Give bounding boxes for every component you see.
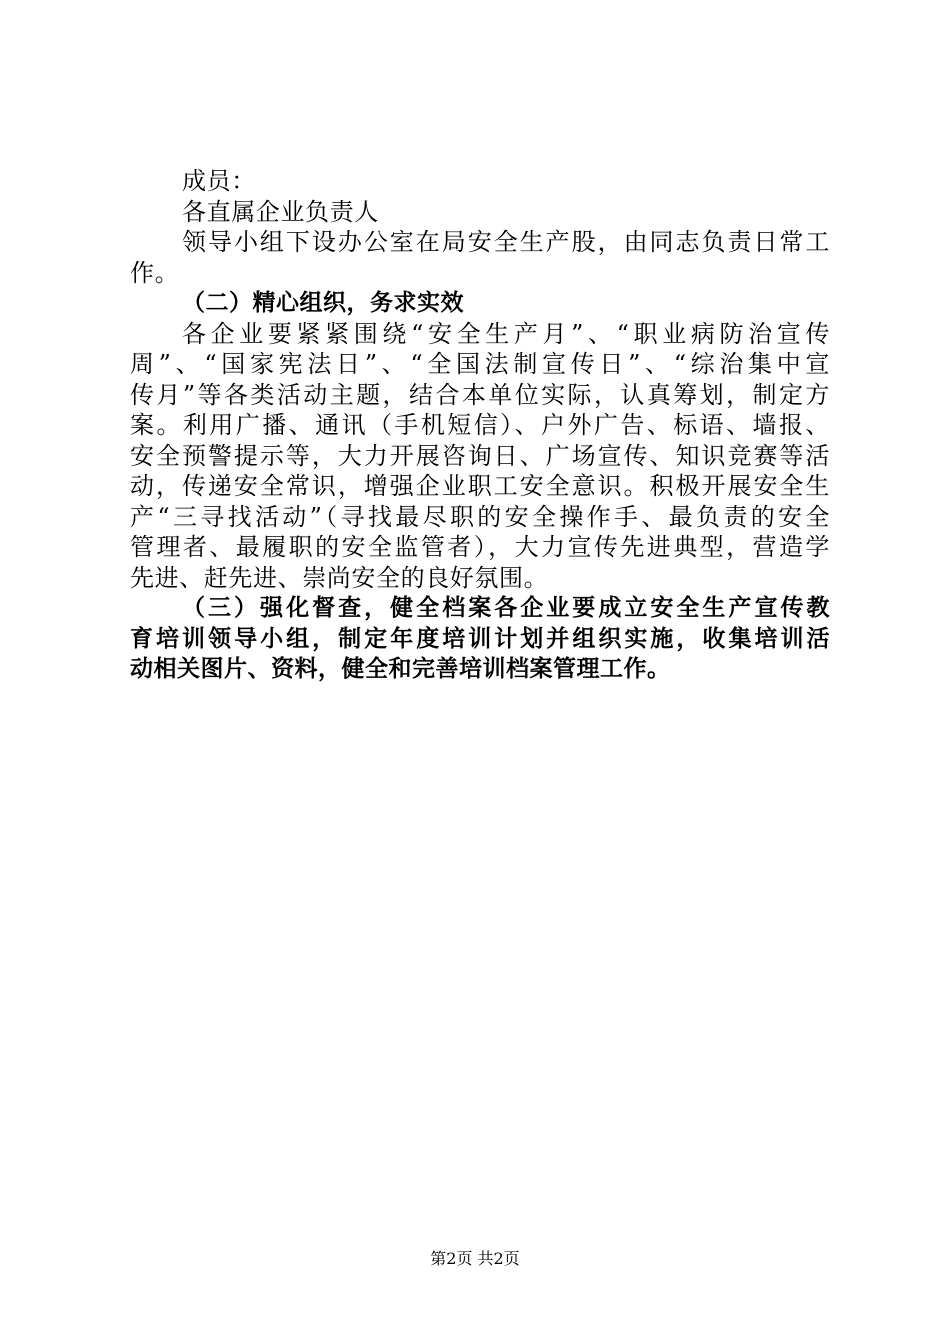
- section-2-paragraph-line-5: 安全预警提示等，大力开展咨询日、广场宣传、知识竞赛等活: [130, 441, 830, 470]
- section-3-paragraph-line-2: 育培训领导小组，制定年度培训计划并组织实施，收集培训活: [130, 625, 830, 652]
- section-2-paragraph-line-4: 案。利用广播、通讯（手机短信）、户外广告、标语、墙报、: [130, 411, 830, 439]
- section-2-paragraph-line-2: 周”、“国家宪法日”、“全国法制宣传日”、“综治集中宣: [130, 350, 830, 378]
- members-value: 各直属企业负责人: [182, 197, 379, 226]
- section-2-paragraph-line-6: 动，传递安全常识，增强企业职工安全意识。积极开展安全生: [130, 472, 830, 500]
- section-3-paragraph-line-3: 动相关图片、资料，健全和完善培训档案管理工作。: [130, 656, 671, 682]
- office-paragraph-line-1: 领导小组下设办公室在局安全生产股，由同志负责日常工: [182, 228, 830, 256]
- section-2-paragraph-line-3: 传月”等各类活动主题，结合本单位实际，认真筹划，制定方: [130, 380, 830, 409]
- section-2-paragraph-line-8: 管理者、最履职的安全监管者），大力宣传先进典型，营造学: [130, 533, 830, 561]
- office-paragraph-line-2: 作。: [130, 258, 180, 287]
- section-2-paragraph-line-7: 产“三寻找活动”（寻找最尽职的安全操作手、最负责的安全: [130, 502, 830, 531]
- section-heading-2: （二）精心组织，务求实效: [182, 290, 464, 316]
- page-number-footer: 第2页 共2页: [430, 1249, 520, 1268]
- section-3-paragraph-line-1: （三）强化督查，健全档案各企业要成立安全生产宣传教: [182, 595, 830, 621]
- document-body: [130, 166, 830, 685]
- section-2-paragraph-line-9: 先进、赶先进、崇尚安全的良好氛围。: [130, 563, 549, 592]
- members-label: 成员：: [182, 167, 256, 195]
- section-2-paragraph-line-1: 各企业要紧紧围绕“安全生产月”、“职业病防治宣传: [182, 319, 830, 348]
